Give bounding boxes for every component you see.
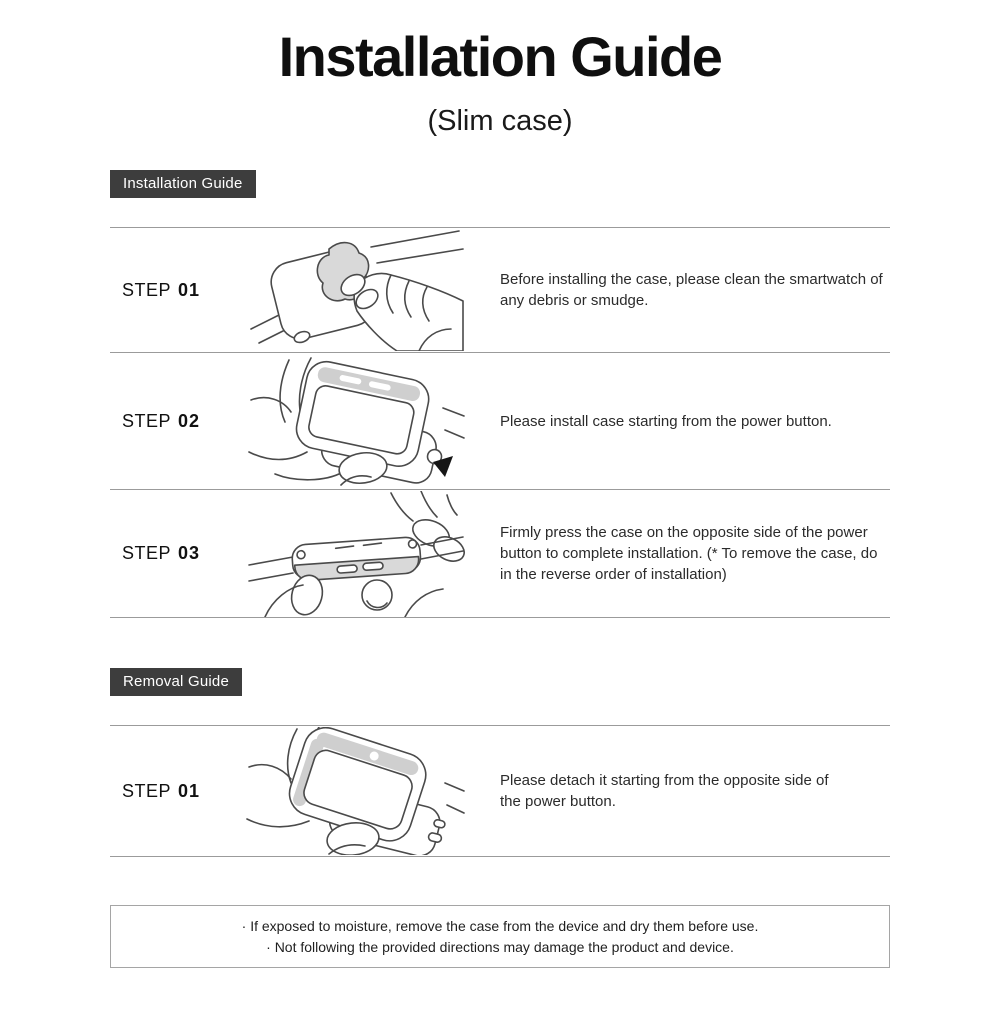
installation-step-2-row — [110, 353, 890, 489]
install-case-illustration — [240, 356, 470, 486]
step-label — [110, 781, 240, 802]
clean-smartwatch-icon — [245, 229, 465, 351]
removal-step-1-row — [110, 726, 890, 856]
step-word: STEP — [122, 543, 172, 563]
install-case-icon — [245, 356, 465, 486]
step-description: Please detach it starting from the opposite side of the power button. — [500, 772, 829, 810]
step-description: Before installing the case, please clean the smartwatch of any debris or smudge. — [500, 271, 883, 309]
guide-page — [110, 24, 890, 968]
clean-smartwatch-illustration — [240, 229, 470, 351]
step-number: 01 — [178, 279, 201, 300]
press-case-illustration — [240, 491, 470, 617]
step-word: STEP — [122, 780, 172, 801]
step-label — [110, 543, 240, 564]
installation-guide-badge: Installation Guide — [110, 170, 256, 198]
page-subtitle: (Slim case) — [427, 105, 573, 137]
installation-step-1-row — [110, 228, 890, 352]
step-number: 03 — [178, 543, 201, 563]
section-divider — [110, 617, 890, 618]
note-line: · Not following the provided directions may damage the product and device. — [266, 939, 734, 955]
step-label — [110, 411, 240, 432]
step-label — [110, 280, 240, 301]
section-divider — [110, 856, 890, 857]
press-case-icon — [245, 491, 465, 617]
detach-case-illustration — [240, 727, 470, 855]
detach-case-icon — [245, 727, 465, 855]
step-description: Please install case starting from the power button. — [500, 412, 832, 430]
notes-box — [110, 905, 890, 968]
step-number: 02 — [178, 410, 201, 431]
step-number: 01 — [178, 780, 201, 801]
step-description: Firmly press the case on the opposite side of the power button to complete installation. (* To remove the case, do in the reverse order of installation) — [500, 524, 878, 583]
removal-guide-badge: Removal Guide — [110, 668, 242, 696]
page-title: Installation Guide — [278, 25, 722, 88]
step-word: STEP — [122, 279, 172, 300]
installation-step-3-row — [110, 490, 890, 617]
step-word: STEP — [122, 410, 172, 431]
note-line: · If exposed to moisture, remove the case from the device and dry them before use. — [241, 918, 759, 934]
